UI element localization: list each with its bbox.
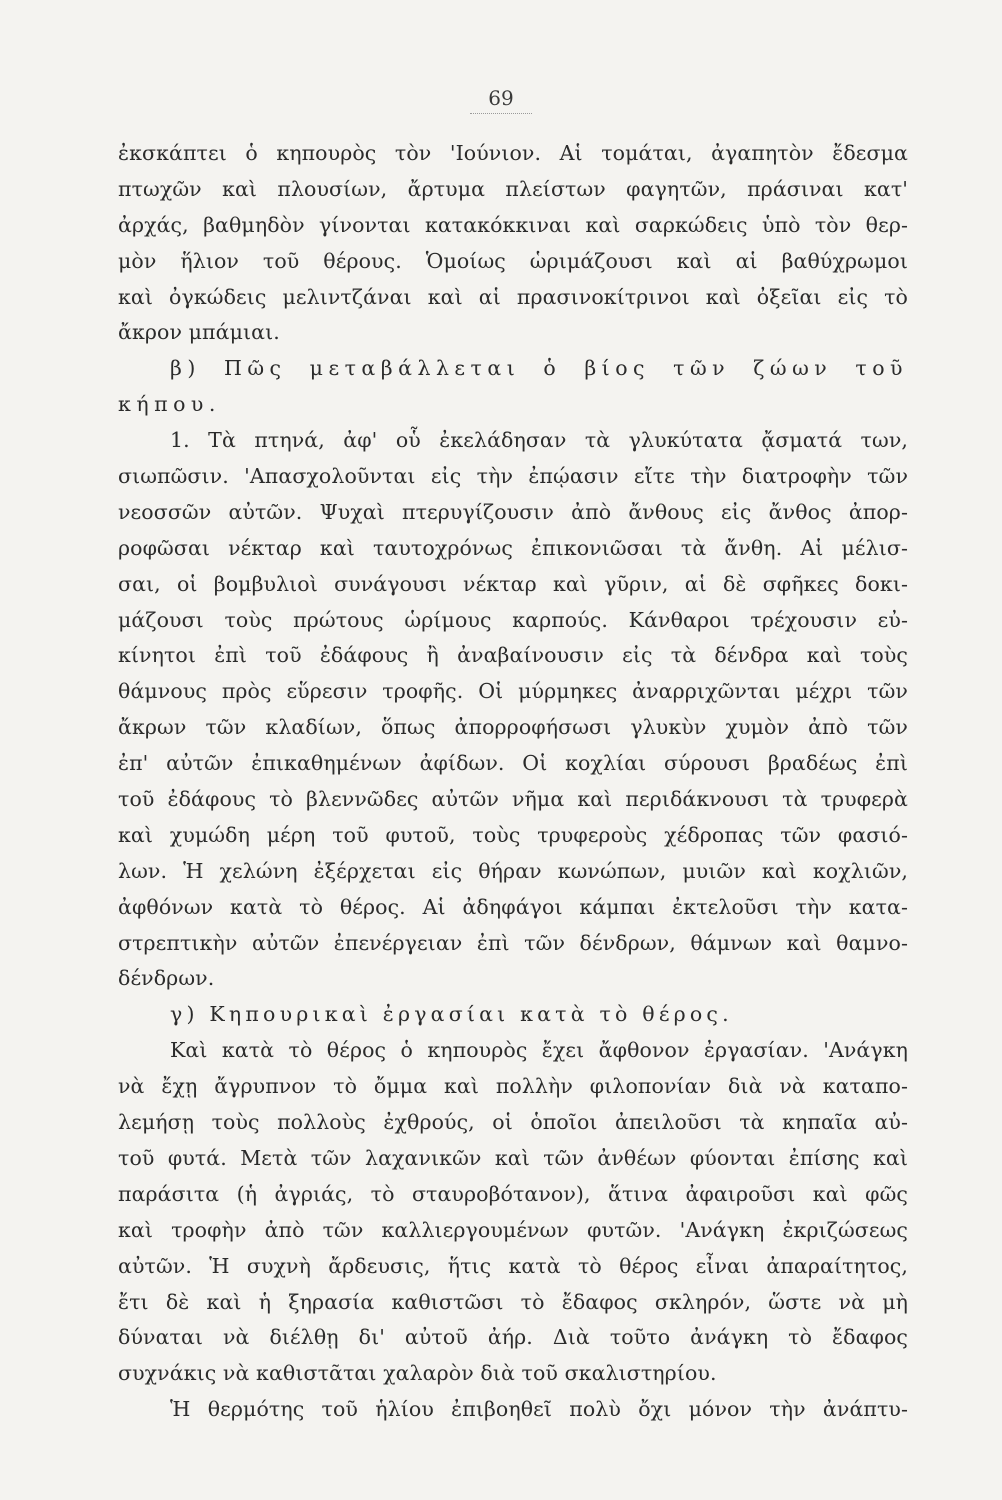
section-heading-c: γ) Κηπουρικαὶ ἐργασίαι κατὰ τὸ θέρος. bbox=[170, 1002, 733, 1027]
text-line: θάμνους πρὸς εὕρεσιν τροφῆς. Οἱ μύρμηκες ἀναρριχῶνται μέχρι τῶν bbox=[118, 679, 908, 704]
text-line: μὸν ἥλιον τοῦ θέρους. Ὁμοίως ὡριμάζουσι καὶ αἱ βαθύχρωμοι bbox=[118, 248, 908, 273]
text-line: κίνητοι ἐπὶ τοῦ ἐδάφους ἢ ἀναβαίνουσιν εἰς τὰ δένδρα καὶ τοὺς bbox=[118, 643, 908, 668]
text-line: ἐκσκάπτει ὁ κηπουρὸς τὸν 'Ιούνιον. Αἱ τομάται, ἀγαπητὸν ἔδεσμα bbox=[118, 141, 908, 165]
text-line: τοῦ φυτά. Μετὰ τῶν λαχανικῶν καὶ τῶν ἀνθέων φύονται ἐπίσης καὶ bbox=[118, 1145, 908, 1170]
text-line: ἄκρων τῶν κλαδίων, ὅπως ἀπορροφήσωσι γλυκὺν χυμὸν ἀπὸ τῶν bbox=[118, 715, 908, 740]
text-line: σαι, οἱ βομβυλιοὶ συνάγουσι νέκταρ καὶ γῦριν, αἱ δὲ σφῆκες δοκι- bbox=[118, 571, 908, 596]
body-text bbox=[118, 136, 908, 1428]
text-line: ἄκρον μπάμιαι. bbox=[118, 320, 280, 345]
section-heading-b-continued: κήπου. bbox=[118, 392, 221, 417]
text-line: σιωπῶσιν. 'Απασχολοῦνται εἰς τὴν ἐπῴασιν εἴτε τὴν διατροφὴν τῶν bbox=[118, 464, 908, 489]
text-line: νὰ ἔχῃ ἄγρυπνον τὸ ὄμμα καὶ πολλὴν φιλοπονίαν διὰ νὰ καταπο- bbox=[118, 1074, 908, 1099]
text-line: λεμήσῃ τοὺς πολλοὺς ἐχθρούς, οἱ ὁποῖοι ἀπειλοῦσι τὰ κηπαῖα αὐ- bbox=[118, 1110, 908, 1135]
text-line: ροφῶσαι νέκταρ καὶ ταυτοχρόνως ἐπικονιῶσαι τὰ ἄνθη. Αἱ μέλισ- bbox=[118, 535, 908, 560]
text-line: Καὶ κατὰ τὸ θέρος ὁ κηπουρὸς ἔχει ἄφθονον ἐργασίαν. 'Ανάγκη bbox=[170, 1038, 908, 1063]
text-line: ἀρχάς, βαθμηδὸν γίνονται κατακόκκιναι καὶ σαρκώδεις ὑπὸ τὸν θερ- bbox=[118, 212, 908, 237]
text-line: 1. Τὰ πτηνά, ἀφ' οὗ ἐκελάδησαν τὰ γλυκύτατα ᾄσματά των, bbox=[170, 428, 908, 453]
text-line: δύναται νὰ διέλθῃ δι' αὐτοῦ ἀήρ. Διὰ τοῦτο ἀνάγκη τὸ ἔδαφος bbox=[118, 1325, 908, 1350]
text-line: νεοσσῶν αὐτῶν. Ψυχαὶ πτερυγίζουσιν ἀπὸ ἄνθους εἰς ἄνθος ἀπορ- bbox=[118, 499, 908, 524]
text-line: δένδρων. bbox=[118, 966, 215, 991]
text-line: συχνάκις νὰ καθιστᾶται χαλαρὸν διὰ τοῦ σκαλιστηρίου. bbox=[118, 1361, 717, 1386]
page-number: 69 bbox=[470, 86, 532, 114]
text-line: μάζουσι τοὺς πρώτους ὡρίμους καρπούς. Κάνθαροι τρέχουσιν εὐ- bbox=[118, 607, 908, 632]
text-line: παράσιτα (ἡ ἀγριάς, τὸ σταυροβότανον), ἅτινα ἀφαιροῦσι καὶ φῶς bbox=[118, 1181, 908, 1206]
text-line: ἐπ' αὐτῶν ἐπικαθημένων ἀφίδων. Οἱ κοχλίαι σύρουσι βραδέως ἐπὶ bbox=[118, 751, 908, 776]
text-line: καὶ ὀγκώδεις μελιντζάναι καὶ αἱ πρασινοκίτρινοι καὶ ὀξεῖαι εἰς τὸ bbox=[118, 284, 908, 309]
text-line: λων. Ἡ χελώνη ἐξέρχεται εἰς θήραν κωνώπων, μυιῶν καὶ κοχλιῶν, bbox=[118, 858, 908, 883]
text-line: καὶ τροφὴν ἀπὸ τῶν καλλιεργουμένων φυτῶν. 'Ανάγκη ἐκριζώσεως bbox=[118, 1217, 908, 1242]
text-line: ἔτι δὲ καὶ ἡ ξηρασία καθιστῶσι τὸ ἔδαφος σκληρόν, ὥστε νὰ μὴ bbox=[118, 1289, 908, 1314]
text-line: αὐτῶν. Ἡ συχνὴ ἄρδευσις, ἥτις κατὰ τὸ θέρος εἶναι ἀπαραίτητος, bbox=[118, 1253, 908, 1278]
text-line: καὶ χυμώδη μέρη τοῦ φυτοῦ, τοὺς τρυφεροὺς χέδροπας τῶν φασιό- bbox=[118, 822, 908, 847]
text-line: στρεπτικὴν αὐτῶν ἐπενέργειαν ἐπὶ τῶν δένδρων, θάμνων καὶ θαμνο- bbox=[118, 930, 908, 955]
text-line: πτωχῶν καὶ πλουσίων, ἄρτυμα πλείστων φαγητῶν, πράσιναι κατ' bbox=[118, 176, 908, 201]
text-line: τοῦ ἐδάφους τὸ βλεννῶδες αὐτῶν νῆμα καὶ περιδάκνουσι τὰ τρυφερὰ bbox=[118, 787, 908, 812]
text-line: ἀφθόνων κατὰ τὸ θέρος. Αἱ ἀδηφάγοι κάμπαι ἐκτελοῦσι τὴν κατα- bbox=[118, 894, 908, 919]
section-heading-b: β) Πῶς μεταβάλλεται ὁ βίος τῶν ζώων τοῦ bbox=[170, 356, 908, 381]
text-line: Ἡ θερμότης τοῦ ἡλίου ἐπιβοηθεῖ πολὺ ὄχι μόνον τὴν ἀνάπτυ- bbox=[170, 1397, 908, 1422]
